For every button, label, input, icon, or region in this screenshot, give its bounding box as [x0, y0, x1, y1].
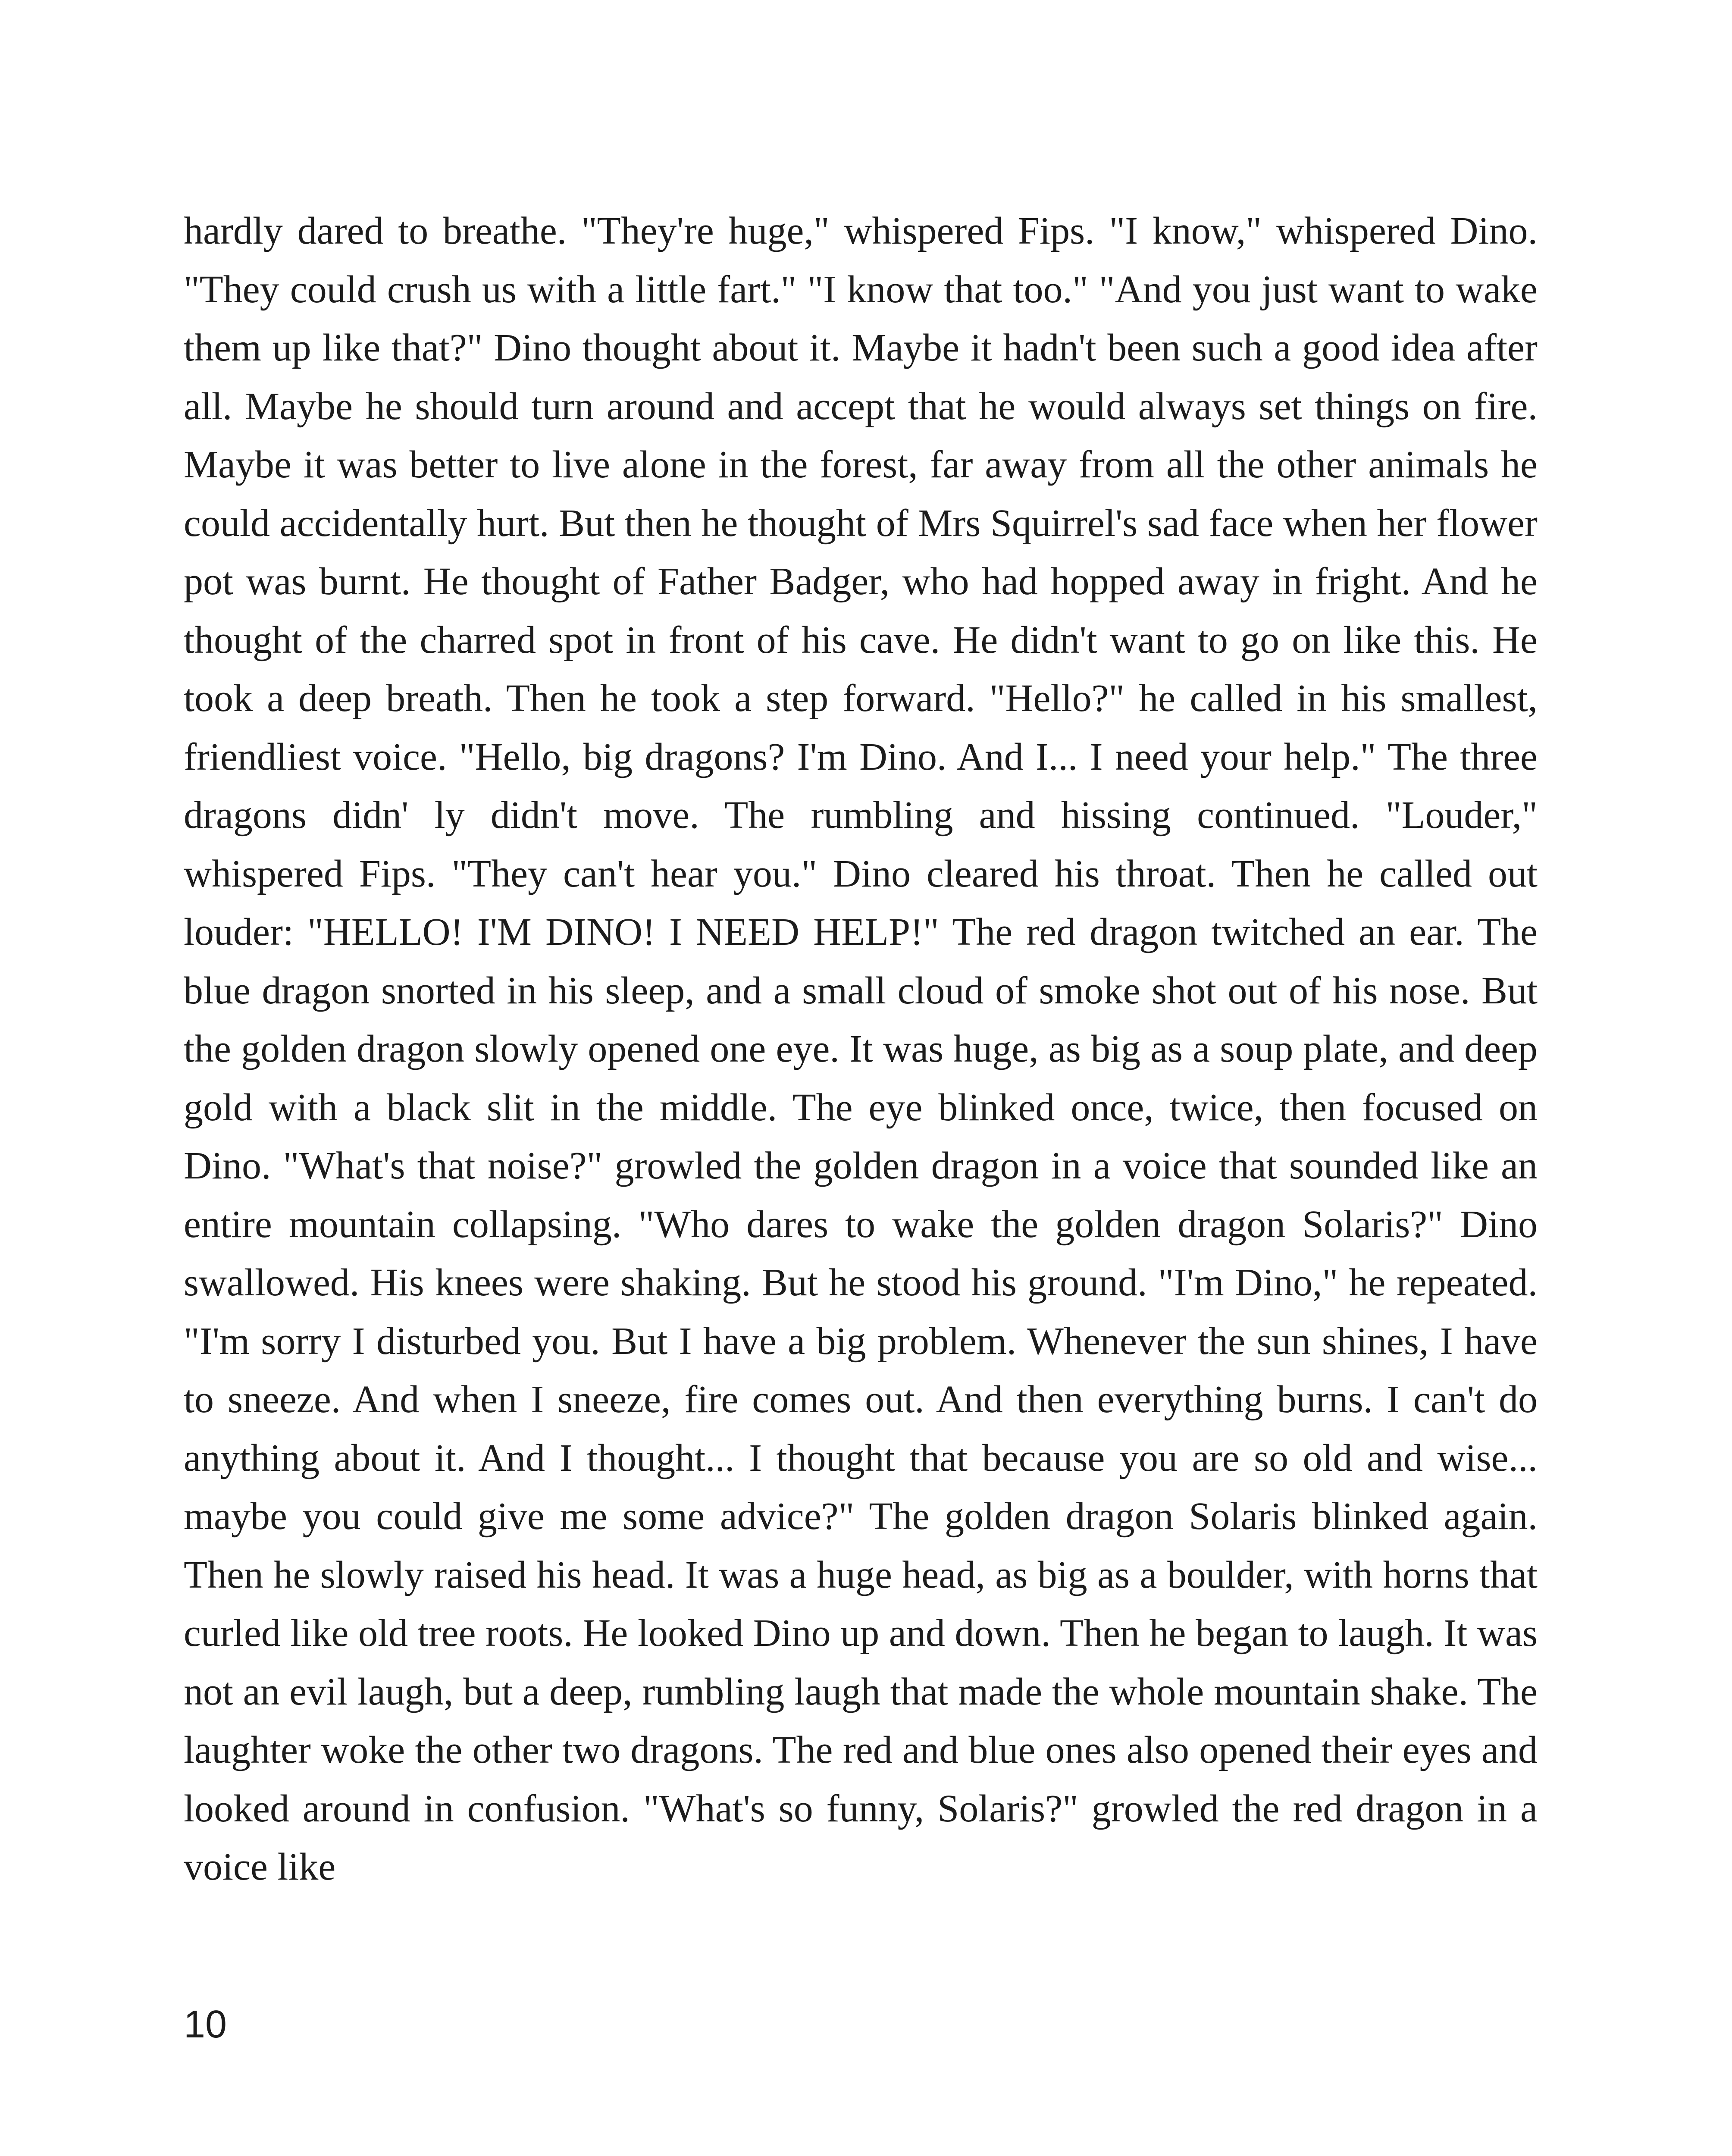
story-paragraph: hardly dared to breathe. "They're huge," whispered Fips. "I know," whispered Dino. "They could crush us with a little fart." "I know that too." "And you just want to wake them up like that?" Dino thought about it. Maybe it hadn't been such a good idea after all. Maybe he should turn around and accept that he would always set things on fire. Maybe it was better to live alone in the forest, far away from all the other animals he could accidentally hurt. But then he thought of Mrs Squirrel's sad face when her flower pot was burnt. He thought of Father Badger, who had hopped away in fright. And he thought of the charred spot in front of his cave. He didn't want to go on like this. He took a deep breath. Then he took a step forward. "Hello?" he called in his smallest, friendliest voice. "Hello, big dragons? I'm Dino. And I... I need your help." The three dragons didn' ly didn't move. The rumbling and hissing continued. "Louder," whispered Fips. "They can't hear you." Dino cleared his throat. Then he called out louder: "HELLO! I'M DINO! I NEED HELP!" The red dragon twitched an ear. The blue dragon snorted in his sleep, and a small cloud of smoke shot out of his nose. But the golden dragon slowly opened one eye. It was huge, as big as a soup plate, and deep gold with a black slit in the middle. The eye blinked once, twice, then focused on Dino. "What's that noise?" growled the golden dragon in a voice that sounded like an entire mountain collapsing. "Who dares to wake the golden dragon Solaris?" Dino swallowed. His knees were shaking. But he stood his ground. "I'm Dino," he repeated. "I'm sorry I disturbed you. But I have a big problem. Whenever the sun shines, I have to sneeze. And when I sneeze, fire comes out. And then everything burns. I can't do anything about it. And I thought... I thought that because you are so old and wise... maybe you could give me some advice?" The golden dragon Solaris blinked again. Then he slowly raised his head. It was a huge head, as big as a boulder, with horns that curled like old tree roots. He looked Dino up and down. Then he began to laugh. It was not an evil laugh, but a deep, rumbling laugh that made the whole mountain shake. The laughter woke the other two dragons. The red and blue ones also opened their eyes and looked around in confusion. "What's so funny, Solaris?" growled the red dragon in a voice like	[184, 210, 1538, 1888]
page-number: 10	[184, 2003, 227, 2046]
